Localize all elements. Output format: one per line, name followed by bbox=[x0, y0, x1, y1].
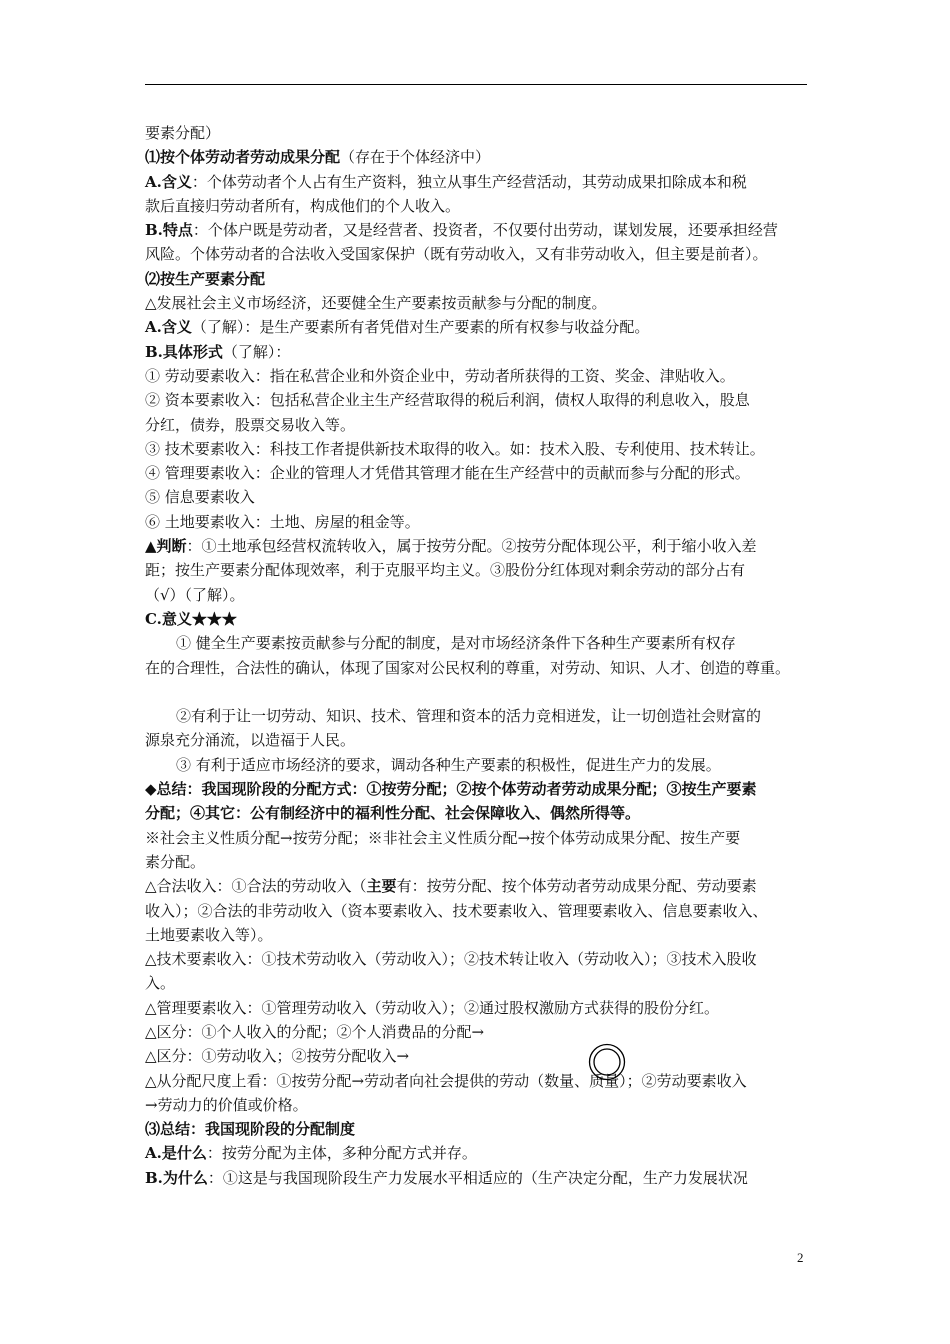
bold-emphasis: 主要 bbox=[366, 877, 397, 896]
text-line bbox=[145, 461, 810, 485]
line-text: ：个体劳动者个人占有生产资料，独立从事生产经营活动，其劳动成果扣除成本和税 bbox=[191, 172, 747, 191]
document-body bbox=[145, 121, 810, 1190]
line-text: 款后直接归劳动者所有，构成他们的个人收入。 bbox=[145, 196, 461, 215]
bold-heading: A.是什么 bbox=[145, 1144, 207, 1163]
text-line bbox=[145, 947, 810, 971]
line-text: 距；按生产要素分配体现效率，利于克服平均主义。③股份分红体现对剩余劳动的部分占有 bbox=[145, 561, 746, 580]
text-line bbox=[145, 267, 810, 291]
text-line bbox=[145, 680, 810, 704]
line-text: 素分配。 bbox=[145, 852, 206, 871]
line-text: ⑥ 土地要素收入：土地、房屋的租金等。 bbox=[145, 512, 420, 531]
text-line bbox=[145, 340, 810, 364]
line-text: 土地要素收入等）。 bbox=[145, 925, 273, 944]
text-line bbox=[145, 728, 810, 752]
double-circle-mark bbox=[588, 1043, 626, 1081]
line-text: △管理要素收入：①管理劳动收入（劳动收入）；②通过股权激励方式获得的股份分红。 bbox=[145, 998, 720, 1017]
line-text: △技术要素收入：①技术劳动收入（劳动收入）；②技术转让收入（劳动收入）；③技术入股收 bbox=[145, 950, 757, 969]
text-line bbox=[145, 923, 810, 947]
line-text: （√）（了解）。 bbox=[145, 585, 245, 604]
text-line bbox=[145, 777, 810, 801]
line-text: 源泉充分涌流，以造福于人民。 bbox=[145, 731, 356, 750]
line-text: 风险。个体劳动者的合法收入受国家保护（既有劳动收入，又有非劳动收入，但主要是前者）。 bbox=[145, 245, 768, 264]
text-line bbox=[145, 145, 810, 169]
text-line bbox=[145, 899, 810, 923]
text-line bbox=[145, 388, 810, 412]
bold-heading: ⑴按个体劳动者劳动成果分配 bbox=[145, 148, 341, 167]
text-line bbox=[145, 801, 810, 825]
bold-heading: C.意义★★★ bbox=[145, 609, 237, 628]
line-text: 要素分配） bbox=[145, 124, 221, 142]
text-line bbox=[145, 753, 810, 777]
text-line bbox=[145, 1117, 810, 1141]
text-line bbox=[145, 971, 810, 995]
bold-heading: A.含义 bbox=[145, 172, 192, 191]
text-line bbox=[145, 656, 810, 680]
text-line bbox=[145, 1044, 810, 1068]
bold-heading: B.特点 bbox=[145, 221, 193, 240]
line-text: ②有利于让一切劳动、知识、技术、管理和资本的活力竞相迸发，让一切创造社会财富的 bbox=[176, 707, 762, 726]
line-text: △从分配尺度上看：①按劳分配→劳动者向社会提供的劳动（数量、质量）；②劳动要素收入 bbox=[145, 1071, 747, 1090]
text-line bbox=[145, 850, 810, 874]
line-text: ① 健全生产要素按贡献参与分配的制度，是对市场经济条件下各种生产要素所有权存 bbox=[176, 634, 736, 653]
header-rule bbox=[145, 84, 807, 85]
text-line bbox=[145, 996, 810, 1020]
line-text: ① 劳动要素收入：指在私营企业和外资企业中，劳动者所获得的工资、奖金、津贴收入。 bbox=[145, 366, 735, 385]
line-text: （了解）： bbox=[222, 342, 291, 361]
text-line bbox=[145, 607, 810, 631]
line-text: ：①土地承包经营权流转收入，属于按劳分配。②按劳分配体现公平，利于缩小收入差 bbox=[186, 537, 757, 556]
line-text: ③ 有利于适应市场经济的要求，调动各种生产要素的积极性，促进生产力的发展。 bbox=[176, 755, 721, 774]
text-line bbox=[145, 291, 810, 315]
line-text: ：个体户既是劳动者，又是经营者、投资者，不仅要付出劳动，谋划发展，还要承担经营 bbox=[192, 221, 778, 240]
text-line bbox=[145, 826, 810, 850]
line-text: 入。 bbox=[145, 974, 176, 993]
text-line bbox=[145, 121, 810, 145]
text-line bbox=[145, 631, 810, 655]
bold-heading: 分配；④其它：公有制经济中的福利性分配、社会保障收入、偶然所得等。 bbox=[145, 804, 641, 823]
line-text: （了解）：是生产要素所有者凭借对生产要素的所有权参与收益分配。 bbox=[191, 318, 650, 337]
text-line bbox=[145, 485, 810, 509]
bold-heading: B.为什么 bbox=[145, 1168, 208, 1187]
text-line bbox=[145, 534, 810, 558]
bold-heading: B.具体形式 bbox=[145, 342, 223, 361]
text-line bbox=[145, 170, 810, 194]
bold-heading: ⑵按生产要素分配 bbox=[145, 269, 266, 288]
text-line bbox=[145, 510, 810, 534]
text-line bbox=[145, 1069, 810, 1093]
text-line bbox=[145, 413, 810, 437]
line-text: （存在于个体经济中） bbox=[340, 148, 491, 167]
text-line bbox=[145, 583, 810, 607]
text-line bbox=[145, 315, 810, 339]
page-number: 2 bbox=[797, 1250, 804, 1265]
line-text: ② 资本要素收入：包括私营企业主生产经营取得的税后利润，债权人取得的利息收入，股息 bbox=[145, 391, 750, 410]
line-text: △区分：①个人收入的分配；②个人消费品的分配→ bbox=[145, 1022, 485, 1041]
text-line bbox=[145, 1166, 810, 1190]
text-line bbox=[145, 1141, 810, 1165]
line-text: △发展社会主义市场经济，还要健全生产要素按贡献参与分配的制度。 bbox=[145, 294, 607, 313]
line-text: ：①这是与我国现阶段生产力发展水平相适应的（生产决定分配，生产力发展状况 bbox=[207, 1168, 748, 1187]
line-text: 收入）；②合法的非劳动收入（资本要素收入、技术要素收入、管理要素收入、信息要素收入、 bbox=[145, 901, 768, 920]
line-text: 分红，债券，股票交易收入等。 bbox=[145, 415, 356, 434]
line-text: △区分：①劳动收入；②按劳分配收入→ bbox=[145, 1047, 410, 1066]
line-text-continued: 有：按劳分配、按个体劳动者劳动成果分配、劳动要素 bbox=[396, 877, 757, 896]
text-line bbox=[145, 218, 810, 242]
line-text: ③ 技术要素收入：科技工作者提供新技术取得的收入。如：技术入股、专利使用、技术转让。 bbox=[145, 439, 765, 458]
line-text: ⑤ 信息要素收入 bbox=[145, 488, 255, 507]
text-line bbox=[145, 1093, 810, 1117]
bold-heading: A.含义 bbox=[145, 318, 192, 337]
text-line bbox=[145, 1020, 810, 1044]
line-text: ：按劳分配为主体，多种分配方式并存。 bbox=[206, 1144, 477, 1163]
line-text: 在的合理性，合法性的确认，体现了国家对公民权利的尊重，对劳动、知识、人才、创造的尊重。 bbox=[145, 658, 791, 677]
bold-heading: ▲判断 bbox=[145, 537, 187, 556]
line-text: →劳动力的价值或价格。 bbox=[145, 1095, 308, 1114]
text-line bbox=[145, 194, 810, 218]
text-line bbox=[145, 558, 810, 582]
text-line bbox=[145, 704, 810, 728]
line-text: ※社会主义性质分配→按劳分配；※非社会主义性质分配→按个体劳动成果分配、按生产要 bbox=[145, 828, 741, 847]
bold-heading: ⑶总结：我国现阶段的分配制度 bbox=[145, 1120, 356, 1139]
line-text: ④ 管理要素收入：企业的管理人才凭借其管理才能在生产经营中的贡献而参与分配的形式。 bbox=[145, 464, 750, 483]
line-text: △合法收入：①合法的劳动收入（ bbox=[145, 877, 367, 896]
text-line bbox=[145, 242, 810, 266]
bold-heading: ◆总结：我国现阶段的分配方式：①按劳分配；②按个体劳动者劳动成果分配；③按生产要素 bbox=[145, 780, 757, 799]
text-line bbox=[145, 364, 810, 388]
text-line bbox=[145, 874, 810, 898]
text-line bbox=[145, 437, 810, 461]
